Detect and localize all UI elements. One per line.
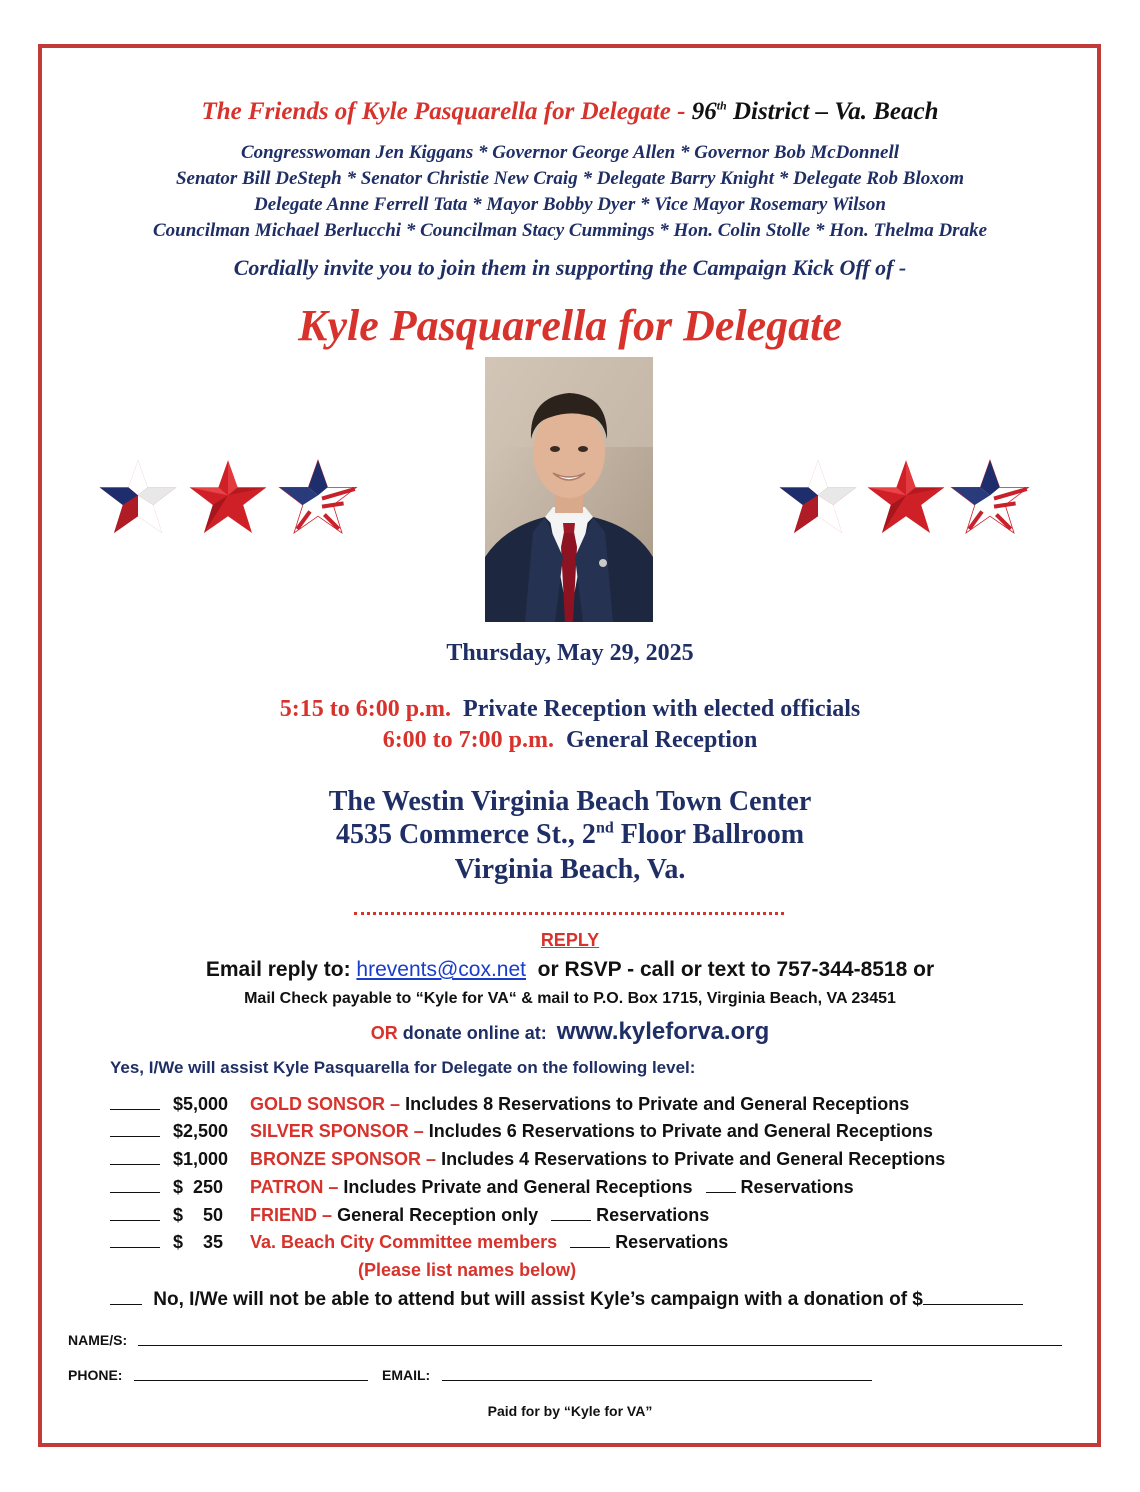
level-checkbox[interactable] xyxy=(110,1096,160,1110)
level-checkbox[interactable] xyxy=(110,1123,160,1137)
invite-line: Cordially invite you to join them in supporting the Campaign Kick Off of - xyxy=(233,255,907,280)
level-row: $ 35 Va. Beach City Committee members Reservations xyxy=(110,1232,728,1253)
venue-city: Virginia Beach, Va. xyxy=(454,854,686,885)
stars-left xyxy=(98,458,358,536)
host-line-3: Delegate Anne Ferrell Tata * Mayor Bobby Dyer * Vice Mayor Rosemary Wilson xyxy=(254,194,886,215)
level-row: $5,000 GOLD SONSOR – Includes 8 Reservations to Private and General Receptions xyxy=(110,1094,909,1115)
level-row: $1,000 BRONZE SPONSOR – Includes 4 Reservations to Private and General Receptions xyxy=(110,1149,945,1170)
reservations-blank[interactable] xyxy=(570,1234,610,1248)
time-1: 5:15 to 6:00 p.m. xyxy=(279,696,452,722)
email-label: EMAIL: xyxy=(382,1367,431,1383)
desc-1: Private Reception with elected officials xyxy=(463,696,861,722)
reply-heading: REPLY xyxy=(540,930,600,950)
time-line-1 xyxy=(0,696,1140,723)
flag-star-icon xyxy=(950,458,1030,536)
time-line-2 xyxy=(0,727,1140,754)
level-checkbox[interactable] xyxy=(110,1207,160,1221)
flag-star-icon xyxy=(278,458,358,536)
host-line-4: Councilman Michael Berlucchi * Councilman Stacy Cummings * Hon. Colin Stolle * Hon. Thelma Drake xyxy=(152,220,987,241)
event-date: Thursday, May 29, 2025 xyxy=(446,640,694,666)
desc-2: General Reception xyxy=(566,727,758,753)
flag-star-icon xyxy=(98,458,178,536)
flag-star-icon xyxy=(778,458,858,536)
phone-field[interactable] xyxy=(134,1380,368,1381)
donation-amount-blank[interactable] xyxy=(923,1291,1023,1305)
phone-label: PHONE: xyxy=(68,1367,123,1383)
dotted-divider xyxy=(354,912,784,915)
level-row: $ 250 PATRON – Includes Private and General Receptions Reservations xyxy=(110,1177,854,1198)
names-field[interactable] xyxy=(138,1345,1062,1346)
level-row: $ 50 FRIEND – General Reception only Reservations xyxy=(110,1205,709,1226)
venue-name: The Westin Virginia Beach Town Center xyxy=(328,786,812,817)
time-2: 6:00 to 7:00 p.m. xyxy=(382,727,555,753)
header-line xyxy=(0,98,1140,126)
event-title: Kyle Pasquarella for Delegate xyxy=(298,301,842,350)
mail-line: Mail Check payable to “Kyle for VA“ & mail to P.O. Box 1715, Virginia Beach, VA 23451 xyxy=(244,990,896,1007)
red-star-icon xyxy=(866,458,946,536)
reservations-blank[interactable] xyxy=(551,1207,591,1221)
level-checkbox[interactable] xyxy=(110,1151,160,1165)
red-star-icon xyxy=(188,458,268,536)
level-row: $2,500 SILVER SPONSOR – Includes 6 Reservations to Private and General Receptions xyxy=(110,1121,933,1142)
assist-line: Yes, I/We will assist Kyle Pasquarella for Delegate on the following level: xyxy=(110,1058,696,1077)
website-link[interactable]: www.kyleforva.org xyxy=(556,1018,770,1045)
host-line-2: Senator Bill DeSteph * Senator Christie New Craig * Delegate Barry Knight * Delegate Rob Bloxom xyxy=(175,168,965,189)
level-checkbox[interactable] xyxy=(110,1234,160,1248)
level-checkbox[interactable] xyxy=(110,1179,160,1193)
stars-right xyxy=(778,458,1038,536)
email-field[interactable] xyxy=(442,1380,872,1381)
no-attend-checkbox[interactable] xyxy=(110,1291,142,1305)
reservations-blank[interactable] xyxy=(706,1179,736,1193)
names-note: (Please list names below) xyxy=(358,1260,577,1280)
candidate-photo xyxy=(485,357,653,622)
paid-for-by: Paid for by “Kyle for VA” xyxy=(487,1403,653,1419)
host-line-1: Congresswoman Jen Kiggans * Governor George Allen * Governor Bob McDonnell xyxy=(240,142,900,163)
donate-line: OR donate online at: www.kyleforva.org xyxy=(370,1018,770,1045)
venue-address: 4535 Commerce St., 2nd Floor Ballroom xyxy=(335,819,805,850)
names-label: NAME/S: xyxy=(68,1332,128,1348)
district-number: 96th District – Va. Beach xyxy=(691,98,939,125)
no-attend-line: No, I/We will not be able to attend but will assist Kyle’s campaign with a donation of $ xyxy=(110,1289,1023,1311)
header-prefix: The Friends of Kyle Pasquarella for Delegate - xyxy=(201,98,692,125)
email-link[interactable]: hrevents@cox.net xyxy=(356,958,526,981)
email-line: Email reply to: hrevents@cox.net or RSVP - call or text to 757-344-8518 or xyxy=(205,958,935,981)
